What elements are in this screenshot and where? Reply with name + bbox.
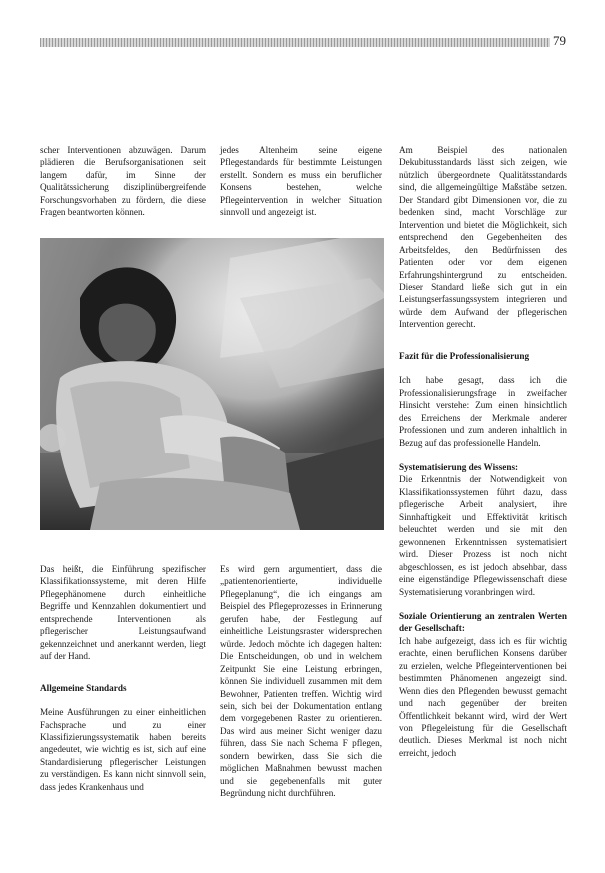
header-rule [40, 38, 550, 47]
paragraph: jedes Altenheim seine eigene Pflegestandards für bestimmte Leistungen erstellt. Sondern es muss ein beruflicher Konsens bestehen, welche Pflegeintervention in welcher Situation sinnvoll und angezeigt ist. [220, 145, 382, 218]
paragraph: Das heißt, die Einführung spezifischer Klassifikationssysteme, mit deren Hilfe Pflegephänomene durch einheitliche Begriffe und Kennzahlen dokumentiert und entsprechende Interventionen als pflegerischer Leistungsaufwand gekennzeichnet und anerkannt werden, liegt auf der Hand. [40, 564, 206, 662]
paragraph: Meine Ausführungen zu einer einheitlichen Fachsprache und zu einer Klassifizierungssystematik haben bereits angedeutet, wie wichtig es ist, sich auf eine Standardisierung pflegerischer Leistungen zu verständigen. Es kann nicht sinnvoll sein, dass jedes Krankenhaus und [40, 707, 206, 792]
page-number: 79 [553, 33, 566, 48]
section-heading: Fazit für die Professionalisierung [399, 350, 530, 361]
paragraph: Ich habe gesagt, dass ich die Professionalisierungsfrage in zweifacher Hinsicht verstehe: Zum einen hinsichtlich des Erreichens der Merkmale anderer Professionen und zum anderen inhaltlich in Bezug auf das professionelle Handeln. [399, 375, 567, 448]
column-left-top [40, 144, 206, 219]
subsection-heading: Soziale Orientierung an zentralen Werten der Gesellschaft: [399, 610, 567, 634]
paragraph: Ich habe aufgezeigt, dass ich es für wichtig erachte, einen beruflichen Konsens darüber zu erzielen, welche Pflegeinterventionen bei bestimmten Phänomenen angezeigt sind. Wenn dies den Pflegenden bewusst gemacht und nach gegenüber der breiten Öffentlichkeit bekannt wird, wird der Wert von Pflegeleistung für die Gesellschaft deutlich. Dieses Merkmal ist noch nicht erreicht, jedoch [399, 635, 567, 758]
column-middle-bottom [220, 563, 382, 800]
paragraph: Die Erkenntnis der Notwendigkeit von Klassifikationssystemen führt dazu, dass pflegerische Arbeit analysiert, ihre Sinnhaftigkeit und Effektivität kritisch beleuchtet werden und sie mit den gewonnenen Erkenntnissen systematisiert wird. Dieser Prozess ist noch nicht abgeschlossen, es ist jedoch absehbar, dass eine eigenständige Pflegewissenschaft diese Systematisierung voranbringen wird. [399, 474, 567, 597]
column-left-bottom [40, 563, 206, 793]
paragraph: Am Beispiel des nationalen Dekubitusstandards lässt sich zeigen, wie nützlich übergeordnete Qualitätsstandards sind, die allgemeingültige Maßstäbe setzen. Der Standard gibt Dimensionen vor, die zu bedenken sind, macht Vorschläge zur Intervention und bietet die Möglichkeit, sich entsprechend den Gegebenheiten des Arbeitsfeldes, den Bedürfnissen des Patienten oder vor dem eigenen Erfahrungshintergrund zu entscheiden. Dieser Standard ließe sich gut in ein Leistungserfassungssystem integrieren und würde dem Aufwand der pflegerischen Intervention gerecht. [399, 145, 567, 330]
photo-nurse-with-patient [40, 238, 384, 530]
column-right [399, 144, 567, 759]
paragraph: scher Interventionen abzuwägen. Darum plädieren die Berufsorganisationen seit langem dafür, im Sinne der Qualitätssicherung disziplinübergreifende Forschungsvorhaben zu fördern, die diese Fragen beantworten können. [40, 145, 206, 218]
subsection-heading: Systematisierung des Wissens: [399, 461, 519, 472]
paragraph: Es wird gern argumentiert, dass die „patientenorientierte, individuelle Pflegeplanung“, die ich eingangs am Beispiel des Pflegeprozesses in Erinnerung gerufen habe, der Festlegung auf einheitliche Leistungsraster widersprechen würde. Jedoch möchte ich dagegen halten: Die Entscheidungen, ob und in welchem Zeitpunkt Sie eine Leistung erbringen, können Sie individuell zusammen mit dem Bewohner, Patienten treffen. Wichtig wird sein, sich bei der Dokumentation entlang dem vorgegebenen Raster zu orientieren. Das wird aus meiner Sicht weniger dazu führen, dass Sie nach Schema F pflegen, sondern bewirken, dass Sie sich die möglichen Maßnahmen bewusst machen und sie gegebenenfalls mit guter Begründung nicht durchführen. [220, 564, 382, 799]
section-heading: Allgemeine Standards [40, 682, 127, 693]
column-middle-top [220, 144, 382, 219]
